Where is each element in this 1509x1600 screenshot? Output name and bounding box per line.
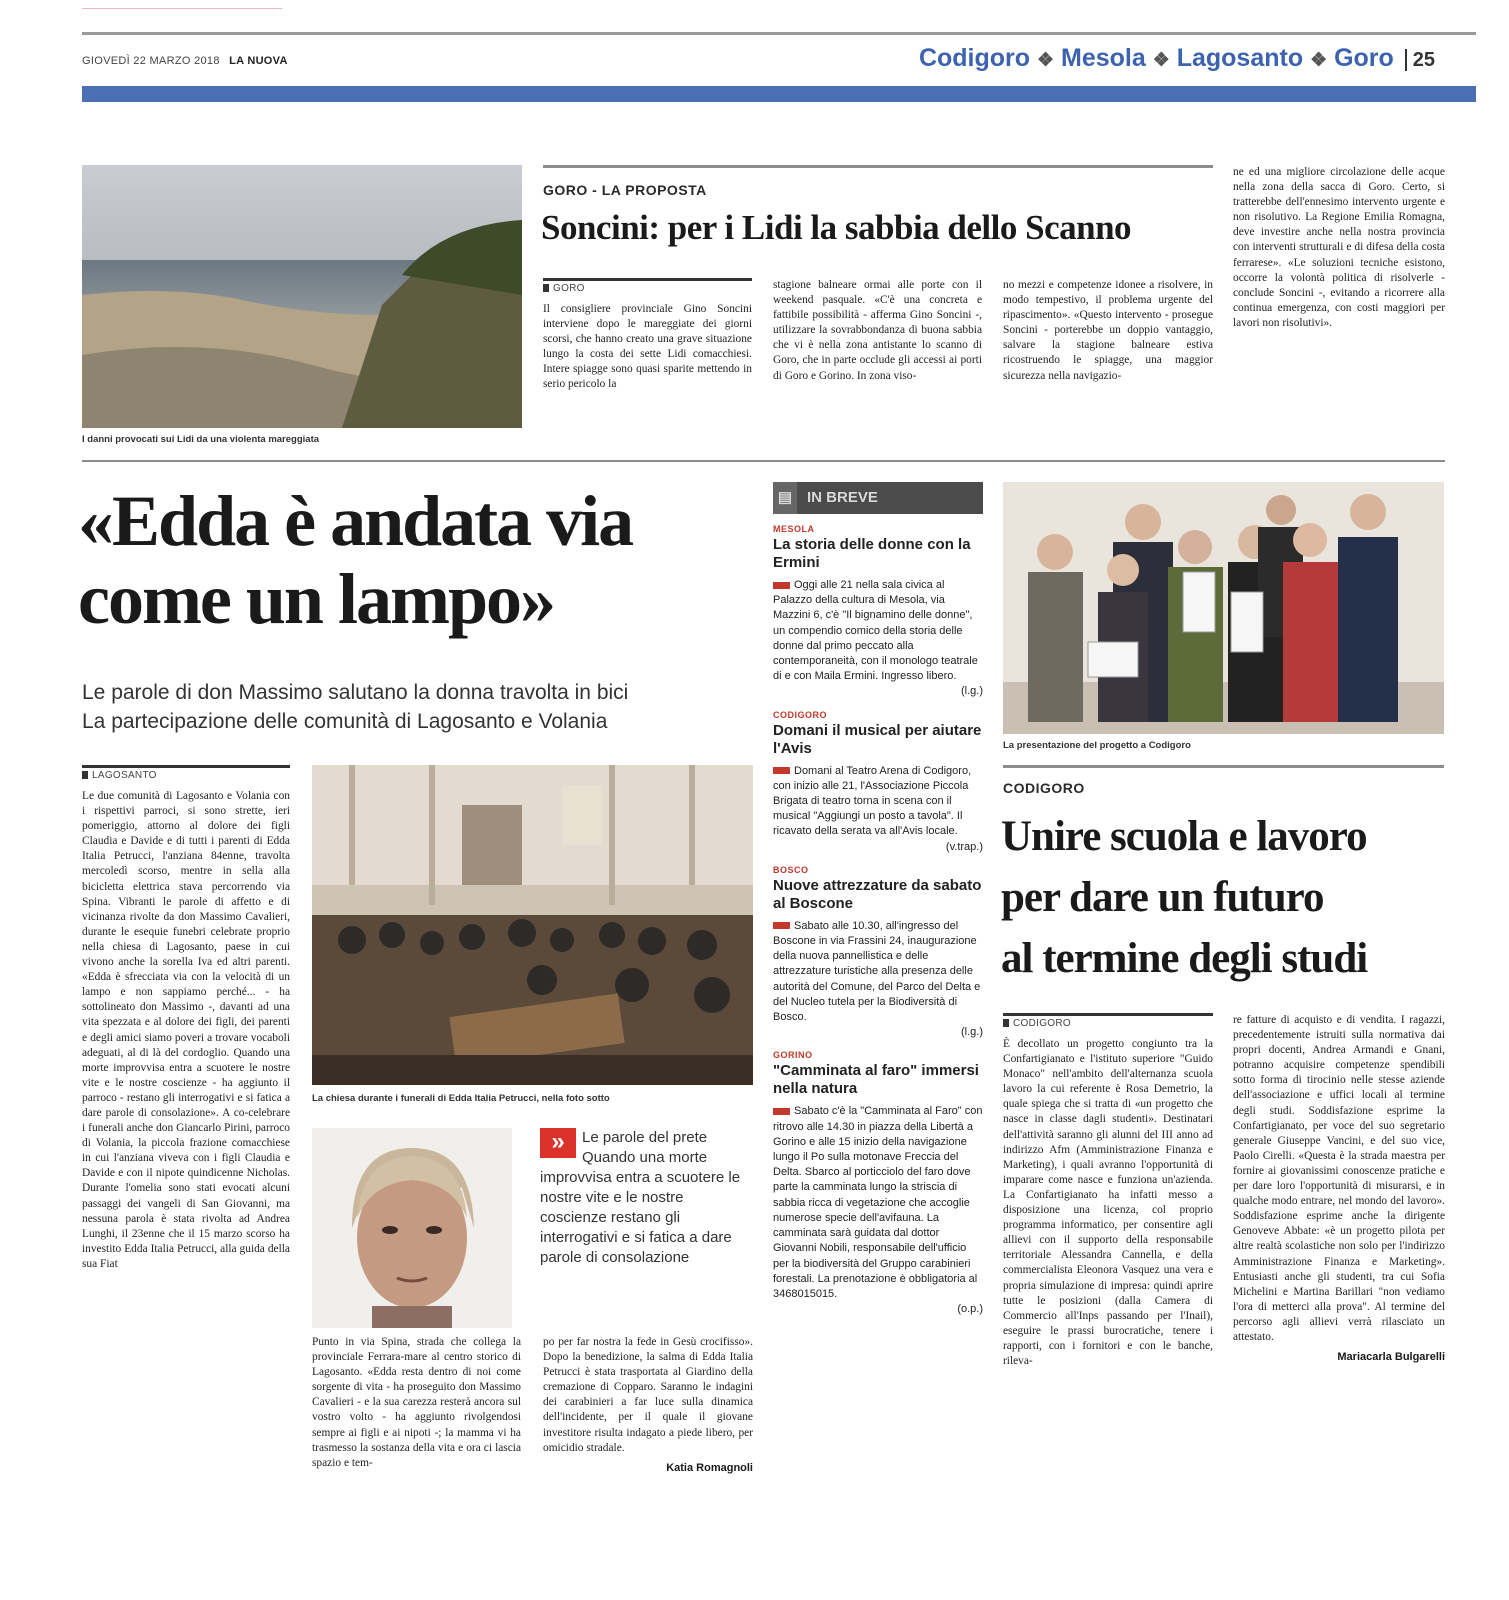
church-photo: [312, 765, 753, 1085]
town-goro: Goro: [1334, 44, 1394, 72]
edda-headline: «Edda è andata via come un lampo»: [78, 481, 633, 639]
group-photo-caption: La presentazione del progetto a Codigoro: [1003, 740, 1191, 751]
edda-subhead: Le parole di don Massimo salutano la donna travolta in bici La partecipazione delle comunità di Lagosanto e Volania: [82, 681, 629, 733]
goro-headline: Soncini: per i Lidi la sabbia dello Scanno: [541, 208, 1132, 247]
diamond-icon: ❖: [1310, 50, 1328, 71]
beach-photo: [82, 165, 522, 428]
brief-item-gorino: GORINO "Camminata al faro" immersi nella natura Sabato c'è la "Camminata al Faro" con ritrovo alle 14.30 in piazza della Libertà a Gorino e alle 15 inizio della navigazione lungo il Po sulla motonave Freccia del Delta. Sbarco al porticciolo del faro dove parte la camminata lungo la striscia di sabbia ricca di vegetazione che accoglie numerose specie dell'avifauna. La camminata sarà guidata dal dottor Giovanni Nobili, responsabile dell'ufficio per la biodiversità del Gruppo carabinieri forestali. La prenotazione è obbligatoria al 3468015015. (o.p.): [773, 1050, 983, 1316]
diamond-icon: ❖: [1037, 50, 1055, 71]
paper-name: LA NUOVA: [229, 55, 288, 67]
quote-icon: »: [540, 1128, 576, 1158]
header-date: GIOVEDÌ 22 MARZO 2018 LA NUOVA: [82, 55, 288, 67]
red-bar-icon: [773, 767, 790, 774]
goro-column-1: [543, 278, 752, 393]
edda-column-3: [543, 1335, 753, 1474]
town-lagosanto: Lagosanto: [1176, 44, 1304, 72]
in-breve-column: [773, 482, 983, 1317]
pull-quote: Le parole del prete Quando una morte improvvisa entra a scuotere le nostre vite e le nostre coscienze restano gli interrogativi e si fatica a dare parole di consolazione: [540, 1129, 741, 1266]
header-top-rule: [82, 32, 1476, 35]
beach-image: [82, 165, 522, 428]
codigoro-author: Mariacarla Bulgarelli: [1337, 1351, 1445, 1364]
codigoro-column-1: [1003, 1013, 1213, 1369]
diamond-icon: ❖: [1152, 50, 1170, 71]
town-codigoro: Codigoro: [918, 44, 1031, 72]
red-bar-icon: [773, 922, 790, 929]
church-image: [312, 765, 753, 1085]
edda-text-3: po per far nostra la fede in Gesù crocifisso». Dopo la benedizione, la salma di Edda Italia Petrucci è stata trasportata al Giardino della cremazione di Copparo. Saranno le indagini dei carabinieri a far luce sulla dinamica dell'incidente, per il quale il giovane investitore risulta indagato a piede libero, per omicidio stradale.: [543, 1336, 753, 1454]
codigoro-kicker: CODIGORO: [1003, 780, 1085, 796]
brief-item-codigoro: CODIGORO Domani il musical per aiutare l'Avis Domani al Teatro Arena di Codigoro, con inizio alle 21, l'Associazione Piccola Brigata di teatro torna in scena con il musical "Aggiungi un posto a tavola". Il ricavato della serata va all'Avis locale. (v.trap.): [773, 709, 983, 853]
goro-text-4: ne ed una migliore circolazione delle acque nella zona della sacca di Goro. Certo, si tratterebbe dell'ennesimo intervento urgente e non risolutivo. La Regione Emilia Romagna, deve investire anche nella nostra provincia con interventi strutturali e di difesa della costa ferrarese». «Le soluzioni tecniche esistono, occorre la volontà politica di risolverle - conclude Soncini -, evitando a ricorrere alla continua emergenza, con costi maggiori per lavori non risolutivi».: [1233, 166, 1445, 329]
page-number: 25: [1405, 49, 1435, 71]
goro-dateline: GORO: [543, 278, 752, 294]
codigoro-text-1: È decollato un progetto congiunto tra la Confartigianato e l'istituto superiore "Guido Monaco" nell'ambito dell'alternanza scuola lavoro la cui referente è Rosa Demetrio, la quale spiega che si tratta di «un progetto che nasce in classe dagli studenti». Destinatari dell'attività saranno gli alunni del III anno ad indirizzo Afm (Amministrazione Finanza e Marketing), i quali avranno l'opportunità di imparare come nasce e funziona un'azienda. La Confartigianato ha infatti messo a disposizione una licenza, col proprio programma informatico, per consentire agli allievi con il supporto della responsabile territoriale Alessandra Cannella, e della commercialista Eleonora Vasquez una vera e propria simulazione di impresa: quindi aprire tutte le posizioni (dalla Camera di Commercio all'Inps passando per l'Inail), eseguire le prassi burocratiche, tenere i rapporti, con i fornitori e con le banche, rileva-: [1003, 1038, 1213, 1367]
codigoro-text-2: re fatture di acquisto e di vendita. I ragazzi, precedentemente istruiti sulla normativa dai propri docenti, Andrea Armandi e Gnani, potranno acquisire competenze spendibili sotto forma di tirocinio nelle stesse aziende dell'associazione e uffici locali al termine degli studi. Soddisfazione esprime la Confartigianato, per voce del suo segretario generale Giuseppe Vancini, e del suo vice, Paolo Cirelli. «Questa è la strada maestra per fornire ai giovanissimi conoscenze pratiche e per dare loro l'opportunità di misurarsi, e in qualche modo entrare, nel mondo del lavoro». Soddisfazione esprime anche la dirigente Genoveve Abbate: «è un progetto pilota per altre realtà scolastiche non solo per l'indirizzo Amministrazione Finanza e Marketing». Entusiasti anche gli studenti, tra cui Sofia Michelini e Martina Barillari "non vediamo l'ora di metterci alla prova". Al termine del percorso agli allievi verrà rilasciato un attestato.: [1233, 1014, 1445, 1343]
brief-item-mesola: MESOLA La storia delle donne con la Ermini Oggi alle 21 nella sala civica al Palazzo della cultura di Mesola, via Mazzini 6, c'è "Il bignamino delle donne", un compendio comico della storia delle donne dal primo peccato alla contemporaneità, con il monologo teatrale di e con Maila Ermini. Ingresso libero. (l.g.): [773, 524, 983, 698]
goro-text-2: stagione balneare ormai alle porte con il weekend pasquale. «C'è una concreta e fattibile possibilità - afferma Gino Soncini -, utilizzare la sovrabbondanza di buona sabbia che vi è nella zona antistante lo scanno di Goro, che in parte occlude gli accessi ai porti di Goro e Gorino. In zona viso-: [773, 279, 982, 382]
edda-text-1: Le due comunità di Lagosanto e Volania con i rispettivi parroci, si sono strette, ieri pomeriggio, attorno al dolore dei figli Claudia e Davide e di tutti i parenti di Edda Italia Petrucci, l'anziana 84enne, travolta mercoledì scorso, mentre in sella alla bicicletta elettrica stava percorrendo via Spina. Vibranti le parole di affetto e di vicinanza rivolte da don Massimo Cavalieri, durante le esequie funebri celebrate proprio nella chiesa di Lagosanto, paese in cui vivono anche la sorella Iva ed altri parenti. «Edda è sfrecciata via con la velocità di un lampo e non sappiamo perché... - ha sottolineato don Massimo -, davanti ad una vita spezzata e al dolore dei figli, dei parenti e degli amici siamo poveri a trovare vocaboli adeguati, al di là del cordoglio. Quando una morte improvvisa entra a scuotere le nostre vite e le nostre coscienze - ha aggiunto il parroco - restano gli interrogativi e si fatica a dare parole di consolazione». A co-celebrare i funerali anche don Giancarlo Pirini, parroco di Volania, la piccola frazione comacchiese in cui l'anziana viveva con i figli Claudia e Davide e con il nipote quindicenne Nicholas. Durante l'omelia sono stati evocati alcuni passaggi dei vangeli di San Giovanni, ma nessuna parola è stata rivolta ad Andrea Lunghi, il 23enne che il 15 marzo scorso ha investito Edda Italia Petrucci, alla guida della sua Fiat: [82, 790, 290, 1270]
goro-top-rule: [543, 165, 1213, 168]
edda-author: Katia Romagnoli: [666, 1461, 753, 1474]
brief-item-bosco: BOSCO Nuove attrezzature da sabato al Boscone Sabato alle 10.30, all'ingresso del Boscone in via Frassini 24, inaugurazione della nuova pannellistica e delle attrezzature turistiche alla presenza delle autorità del Comune, del Parco del Delta e del Nucleo tutela per la Biodiversità di Bosco. (l.g.): [773, 864, 983, 1039]
goro-text-3: no mezzi e competenze idonee a risolvere, in modo tempestivo, il problema urgente del ripascimento». «Questo intervento - prosegue Soncini - porterebbe un doppio vantaggio, salvare la stagione balneare estiva ricostruendo le spiagge, una maggior sicurezza nella navigazio-: [1003, 279, 1213, 382]
codigoro-dateline: CODIGORO: [1003, 1013, 1213, 1029]
group-image: [1003, 482, 1444, 734]
red-bar-icon: [773, 1108, 790, 1115]
goro-kicker: GORO - LA PROPOSTA: [543, 182, 707, 198]
document-icon: ▤: [773, 482, 797, 514]
edda-column-1: [82, 765, 290, 1272]
codigoro-headline: Unire scuola e lavoro per dare un futuro al termine degli studi: [1001, 813, 1368, 982]
beach-photo-caption: I danni provocati sui Lidi da una violenta mareggiata: [82, 434, 320, 445]
town-mesola: Mesola: [1061, 44, 1146, 72]
red-bar-icon: [773, 582, 790, 589]
codigoro-top-rule: [1003, 765, 1444, 768]
section-towns: [919, 44, 1435, 73]
marker-icon: [82, 771, 88, 779]
codigoro-column-2: [1233, 1013, 1445, 1363]
portrait-photo: [312, 1128, 512, 1328]
header-blue-band: [82, 86, 1476, 102]
edda-dateline: LAGOSANTO: [82, 765, 290, 781]
goro-text-1: Il consigliere provinciale Gino Soncini interviene dopo le mareggiate dei giorni scorsi, che hanno creato una grave situazione lungo la costa dei sette Lidi comacchiesi. Intere spiagge sono quasi sparite mettendo in serio pericolo la: [543, 303, 752, 391]
quote-box: [540, 1128, 753, 1268]
group-photo: [1003, 482, 1444, 734]
portrait-image: [312, 1128, 512, 1328]
church-photo-caption: La chiesa durante i funerali di Edda Italia Petrucci, nella foto sotto: [312, 1093, 610, 1104]
marker-icon: [543, 284, 549, 292]
section-divider: [82, 460, 1445, 462]
marker-icon: [1003, 1019, 1009, 1027]
top-trim-line: [82, 8, 282, 15]
in-breve-header: ▤ IN BREVE: [773, 482, 983, 514]
edda-text-2: Punto in via Spina, strada che collega la provinciale Ferrara-mare al centro storico di Lagosanto. «Edda resta dentro di noi come sorgente di vita - ha proseguito don Massimo Cavalieri - e la sua carezza resterà ancora sul vostro volto - ha aggiunto rivolgendosi sempre ai figli e ai nipoti -; la mamma vi ha trasmesso la sostanza della vita e ora ci lascia spazio e tem-: [312, 1336, 521, 1469]
